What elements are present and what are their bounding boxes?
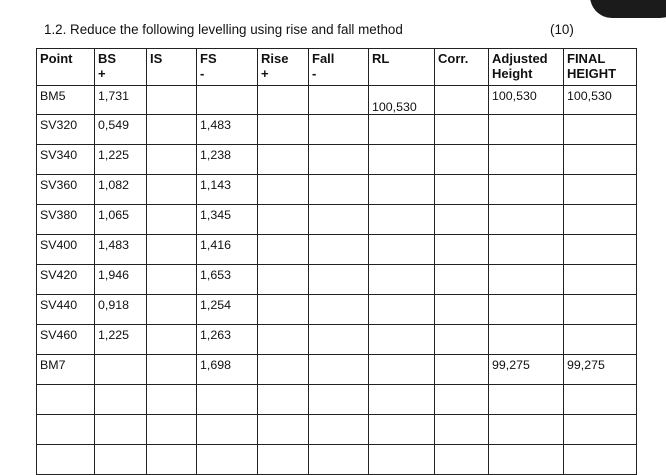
cell-is <box>147 415 197 445</box>
cell-corr <box>435 205 489 235</box>
cell-rise <box>258 415 309 445</box>
cell-fs <box>197 385 258 415</box>
table-row <box>37 115 637 145</box>
cell-fs <box>197 86 258 115</box>
cell-rise <box>258 115 309 145</box>
cell-rise <box>258 205 309 235</box>
cell-point: SV360 <box>37 175 95 205</box>
header-is: IS <box>147 49 197 86</box>
cell-is <box>147 445 197 475</box>
cell-is <box>147 86 197 115</box>
cell-final <box>564 175 637 205</box>
cell-final <box>564 325 637 355</box>
table-row <box>37 325 637 355</box>
cell-fs <box>197 445 258 475</box>
cell-corr <box>435 355 489 385</box>
cell-is <box>147 265 197 295</box>
header-point: Point <box>37 49 95 86</box>
cell-is <box>147 115 197 145</box>
cell-rl <box>369 265 435 295</box>
cell-final <box>564 115 637 145</box>
cell-rise <box>258 175 309 205</box>
table-row <box>37 86 637 115</box>
cell-final <box>564 445 637 475</box>
cell-fs: 1,143 <box>197 175 258 205</box>
cell-rl <box>369 205 435 235</box>
cell-rl <box>369 115 435 145</box>
cell-final <box>564 265 637 295</box>
cell-fs: 1,483 <box>197 115 258 145</box>
cell-adjusted <box>489 205 564 235</box>
levelling-table <box>36 48 637 475</box>
cell-corr <box>435 265 489 295</box>
cell-point: BM7 <box>37 355 95 385</box>
cell-rl <box>369 385 435 415</box>
cell-bs <box>95 415 147 445</box>
cell-is <box>147 295 197 325</box>
header-bs: BS + <box>95 49 147 86</box>
cell-corr <box>435 145 489 175</box>
table-row <box>37 355 637 385</box>
cell-bs: 1,082 <box>95 175 147 205</box>
cell-point: BM5 <box>37 86 95 115</box>
cell-rise <box>258 145 309 175</box>
cell-bs: 0,549 <box>95 115 147 145</box>
cell-adjusted <box>489 115 564 145</box>
cell-rise <box>258 86 309 115</box>
cell-fall <box>309 235 369 265</box>
cell-is <box>147 325 197 355</box>
cell-bs: 1,731 <box>95 86 147 115</box>
cell-rl <box>369 175 435 205</box>
table-row <box>37 145 637 175</box>
header-rise: Rise + <box>258 49 309 86</box>
header-fall: Fall - <box>309 49 369 86</box>
cell-fs: 1,416 <box>197 235 258 265</box>
cell-point <box>37 385 95 415</box>
cell-rise <box>258 325 309 355</box>
cell-rise <box>258 445 309 475</box>
cell-final <box>564 295 637 325</box>
cell-final: 99,275 <box>564 355 637 385</box>
cell-bs <box>95 445 147 475</box>
cell-final <box>564 415 637 445</box>
cell-fall <box>309 115 369 145</box>
cell-is <box>147 175 197 205</box>
table-header-row <box>37 49 637 86</box>
cell-fs: 1,263 <box>197 325 258 355</box>
cell-rl <box>369 235 435 265</box>
cell-final <box>564 385 637 415</box>
cell-adjusted <box>489 145 564 175</box>
cell-final <box>564 145 637 175</box>
cell-corr <box>435 295 489 325</box>
cell-corr <box>435 235 489 265</box>
table-row <box>37 385 637 415</box>
cell-fall <box>309 325 369 355</box>
cell-rl <box>369 445 435 475</box>
cell-is <box>147 145 197 175</box>
cell-rise <box>258 385 309 415</box>
cell-final <box>564 235 637 265</box>
cell-fall <box>309 205 369 235</box>
cell-fall <box>309 385 369 415</box>
cell-adjusted <box>489 385 564 415</box>
cell-adjusted <box>489 175 564 205</box>
question-marks: (10) <box>550 22 574 37</box>
header-fs: FS - <box>197 49 258 86</box>
cell-rl <box>369 295 435 325</box>
cell-adjusted <box>489 265 564 295</box>
header-corr: Corr. <box>435 49 489 86</box>
cell-corr <box>435 325 489 355</box>
cell-point: SV320 <box>37 115 95 145</box>
cell-point: SV460 <box>37 325 95 355</box>
header-rl: RL <box>369 49 435 86</box>
cell-adjusted <box>489 325 564 355</box>
cell-point <box>37 445 95 475</box>
cell-bs <box>95 355 147 385</box>
cell-rl <box>369 355 435 385</box>
cell-adjusted: 100,530 <box>489 86 564 115</box>
cell-is <box>147 355 197 385</box>
cell-point <box>37 415 95 445</box>
cell-fs <box>197 415 258 445</box>
cell-point: SV340 <box>37 145 95 175</box>
cell-fs: 1,254 <box>197 295 258 325</box>
cell-fall <box>309 295 369 325</box>
cell-final <box>564 205 637 235</box>
cell-fs: 1,345 <box>197 205 258 235</box>
cell-point: SV420 <box>37 265 95 295</box>
cell-corr <box>435 445 489 475</box>
cell-fall <box>309 265 369 295</box>
cell-bs: 1,225 <box>95 325 147 355</box>
table-row <box>37 205 637 235</box>
cell-fall <box>309 415 369 445</box>
cell-point: SV400 <box>37 235 95 265</box>
table-row <box>37 265 637 295</box>
cell-bs: 1,483 <box>95 235 147 265</box>
cell-fs: 1,238 <box>197 145 258 175</box>
cell-bs: 1,065 <box>95 205 147 235</box>
cell-rl <box>369 145 435 175</box>
cell-rise <box>258 295 309 325</box>
header-final-height: FINAL HEIGHT <box>564 49 637 86</box>
cell-final: 100,530 <box>564 86 637 115</box>
cell-fs: 1,698 <box>197 355 258 385</box>
cell-fall <box>309 355 369 385</box>
cell-corr <box>435 385 489 415</box>
cell-bs: 1,946 <box>95 265 147 295</box>
cell-rl <box>369 325 435 355</box>
table-row <box>37 175 637 205</box>
header-adjusted-height: Adjusted Height <box>489 49 564 86</box>
cell-fall <box>309 86 369 115</box>
table-row <box>37 415 637 445</box>
table-row <box>37 295 637 325</box>
cell-bs: 1,225 <box>95 145 147 175</box>
cell-adjusted <box>489 445 564 475</box>
cell-adjusted <box>489 235 564 265</box>
cell-is <box>147 235 197 265</box>
cell-adjusted <box>489 295 564 325</box>
cell-point: SV440 <box>37 295 95 325</box>
cell-adjusted: 99,275 <box>489 355 564 385</box>
cell-corr <box>435 175 489 205</box>
cell-is <box>147 205 197 235</box>
cell-fall <box>309 145 369 175</box>
cell-corr <box>435 115 489 145</box>
cell-rise <box>258 235 309 265</box>
cell-is <box>147 385 197 415</box>
cell-corr <box>435 86 489 115</box>
cell-fall <box>309 175 369 205</box>
cell-adjusted <box>489 415 564 445</box>
cell-rise <box>258 355 309 385</box>
question-title: 1.2. Reduce the following levelling using rise and fall method <box>44 22 403 37</box>
cell-rl <box>369 415 435 445</box>
window-corner-tab <box>590 0 666 18</box>
table-row <box>37 235 637 265</box>
cell-point: SV380 <box>37 205 95 235</box>
cell-fall <box>309 445 369 475</box>
cell-rl: 100,530 <box>369 86 435 115</box>
cell-rise <box>258 265 309 295</box>
cell-bs <box>95 385 147 415</box>
table-row <box>37 445 637 475</box>
cell-bs: 0,918 <box>95 295 147 325</box>
cell-fs: 1,653 <box>197 265 258 295</box>
cell-corr <box>435 415 489 445</box>
